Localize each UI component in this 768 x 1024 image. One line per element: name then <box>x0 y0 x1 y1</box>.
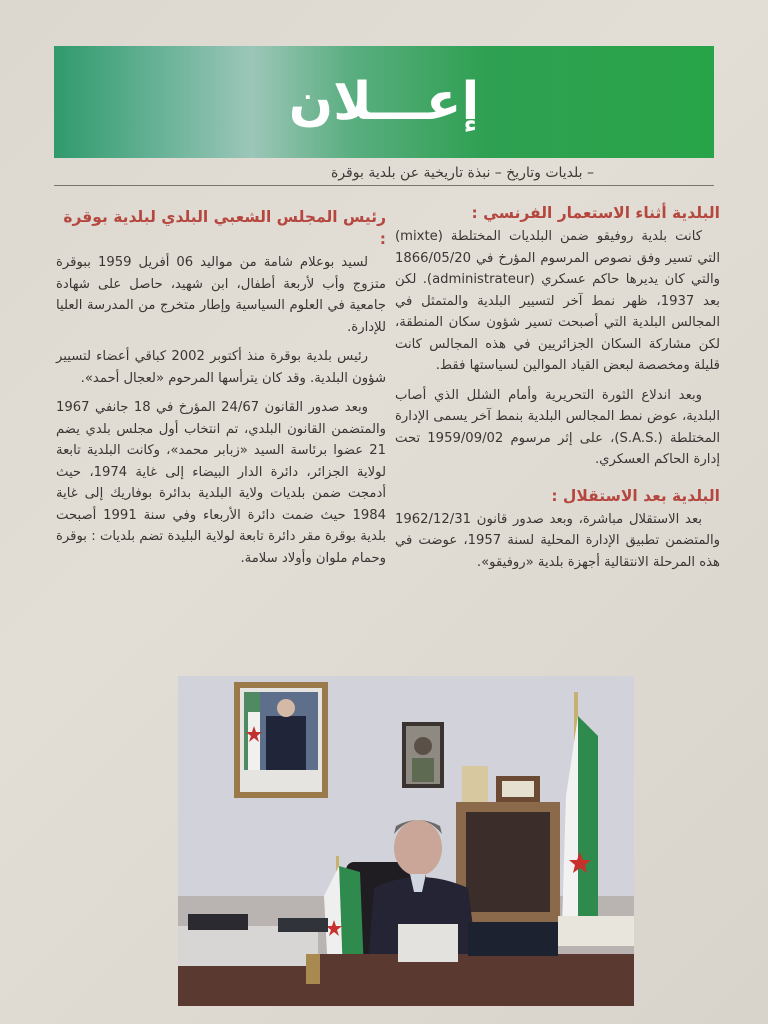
paragraph: رئيس بلدية بوقرة منذ أكتوبر 2002 كباقي أعضاء لتسيير شؤون البلدية. وقد كان يترأسها المرحوم «لعجال أحمد». <box>56 349 386 386</box>
announcement-banner <box>54 46 714 158</box>
paragraph: بعد الاستقلال مباشرة، وبعد صدور قانون 1962/12/31 والمتضمن تطبيق الإدارة المحلية لسنة 1957، عوضت في هذه المرحلة الانتقالية أجهزة بلدية «روفيقو». <box>395 511 720 570</box>
right-column <box>395 202 720 581</box>
paragraph: كانت بلدية روفيقو ضمن البلديات المختلطة (mixte) التي تسير وفق نصوص المرسوم المؤرخ في 1866/05/20 والتي كان يديرها حاكم عسكري (administrateur). لكن بعد 1937، ظهر نمط آخر لتسيير البلدية والمتمثل في المجالس البلدية التي أصبحت تسير شؤون سكان المنطقة، لكن مشاركة السكان الجزائريين في هذه المجالس كانت قليلة ومخصصة لبعض القياد الموالين لسياستها فقط. <box>395 229 721 373</box>
mayor-office-photo <box>178 676 634 1006</box>
page-subtitle: – بلديات وتاريخ – نبذة تاريخية عن بلدية بوقرة <box>54 162 714 186</box>
framed-portrait <box>234 682 328 798</box>
paragraph: لسيد بوعلام شامة من مواليد 06 أفريل 1959 ببوقرة متزوج وأب لأربعة أطفال، ابن شهيد، حاصل على شهادة جامعية في العلوم السياسية وإطار متخرج من المدرسة العليا للإدارة. <box>56 255 386 335</box>
section-heading-colonial: البلدية أثناء الاستعمار الفرنسي : <box>471 204 720 222</box>
section-heading-independence: البلدية بعد الاستقلال : <box>551 486 720 505</box>
section-heading-mayor: رئيس المجلس الشعبي البلدي لبلدية بوقرة : <box>63 208 386 248</box>
small-portrait <box>402 722 444 788</box>
paragraph: وبعد اندلاع الثورة التحريرية وأمام الشلل الذي أصاب البلدية، عوض نمط المجالس البلدية بنمط آخر يسمى الإدارة المختلطة (.S.A.S)، على إثر مرسوم 1959/09/02 تحت إدارة الحاكم العسكري. <box>395 387 720 467</box>
paragraph: وبعد صدور القانون 24/67 المؤرخ في 18 جانفي 1967 والمتضمن القانون البلدي، تم انتخاب أول مجلس بلدي يضم 21 عضوا برئاسة السيد «زبابر محمد»، وكانت البلدية تابعة لولاية الجزائر، دائرة الدار البيضاء إلى غاية 1974، حيث أدمجت ضمن بلديات ولاية البلدية بدائرة بوفاريك إلى غاية 1984 حيث ضمت دائرة الأربعاء وفي سنة 1991 أصبحت بلدية بوقرة مقر دائرة تابعة لولاية البليدة تضم بلديات : بوقرة وحمام ملوان وأولاد سلامة. <box>56 400 387 566</box>
banner-title: إعـــلان <box>288 72 480 132</box>
left-column <box>56 206 386 577</box>
